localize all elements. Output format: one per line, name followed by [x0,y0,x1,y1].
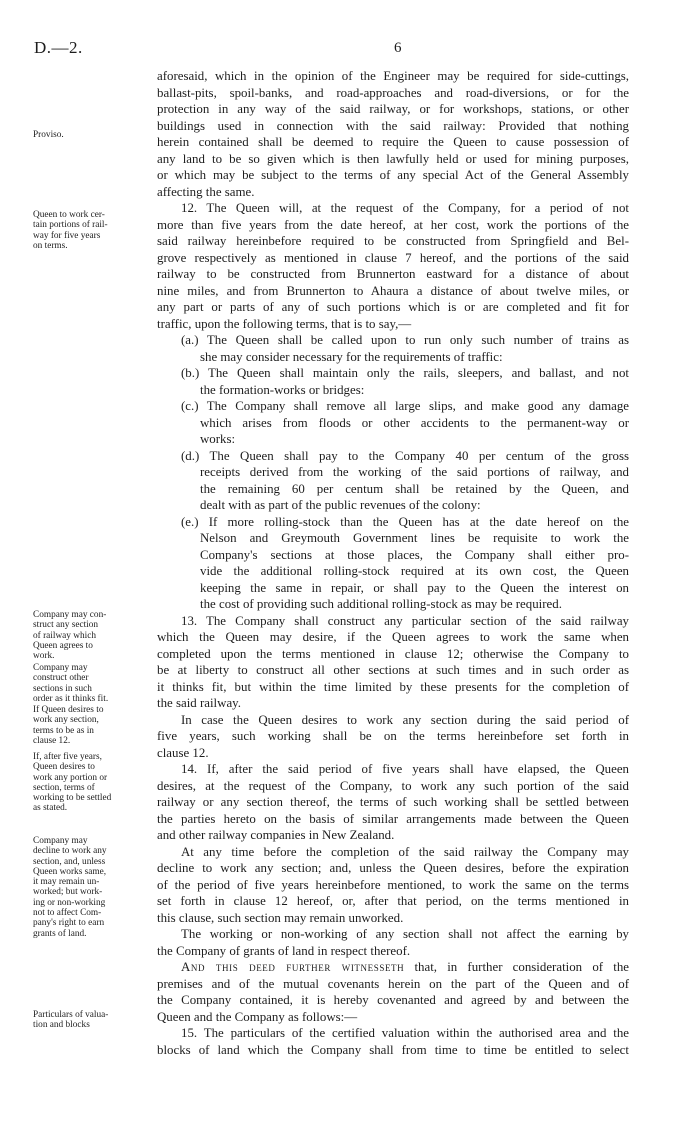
margin-note-line: Company may con- [33,610,107,620]
body-line: five years, such working shall be on the terms hereinbefore set forth in [157,729,629,743]
body-line: completed upon the terms mentioned in clause 12; otherwise the Company to [157,646,629,661]
margin-note-line: section, and, unless [33,856,106,867]
margin-note-proviso [33,130,153,140]
body-line: grove respectively as mentioned in clause 7 hereof, and the portions of the said [157,250,629,265]
body-line: desires, at the request of the Company, to work any such portion of the said [157,778,629,793]
margin-note-clause-13-c [33,705,153,746]
margin-note-line: work any portion or [33,772,108,783]
margin-note-line: If Queen desires to [33,705,104,715]
margin-note-line: ing or non-working [33,897,106,908]
body-line: the formation-works or bridges: [200,382,365,397]
body-line: aforesaid, which in the opinion of the Engineer may be required for side-cuttings, [157,69,629,83]
margin-note-line: Proviso. [33,130,64,140]
margin-note-line: tain portions of rail- [33,220,108,231]
body-line: any part or parts of any of such portions which is or are completed and fit for [157,300,629,314]
body-line: more than five years from the date hereof, at her cost, work the portions of the [157,217,629,232]
body-line: which the Queen may desire, if the Queen agrees to work the same when [157,630,629,644]
page-number: 6 [394,40,402,56]
body-line: affecting the same. [157,184,255,199]
body-line: Nelson and Greymouth Government lines be requisite to work the [200,531,629,545]
body-line: premises and of the mutual covenants herein on the part of the Queen and of [157,976,629,991]
margin-note-line: it may remain un- [33,877,100,888]
margin-note-line: Queen to work cer- [33,210,105,220]
body-line: 15. The particulars of the certified valuation within the authorised area and the [181,1026,629,1040]
margin-note-clause-13-b [33,663,153,704]
margin-note-line: of railway which [33,630,96,641]
body-line: keeping the same in repair, or shall pay to the Queen the interest on [200,580,629,595]
body-line: (e.) If more rolling-stock than the Queen has at the date hereof on the [181,514,629,529]
margin-note-line: worked; but work- [33,887,103,898]
margin-note-line: construct other [33,673,89,684]
body-line: the Company of grants of land in respect thereof. [157,943,411,958]
body-line: ballast-pits, spoil-banks, and road-approaches and road-diversions, or for the [157,85,629,100]
margin-note-line: clause 12. [33,735,71,746]
body-line: this clause, such section may remain unworked. [157,910,404,925]
body-line: In case the Queen desires to work any section during the said period of [181,712,629,727]
body-line: The working or non-working of any section shall not affect the earning by [181,927,629,941]
margin-note-clause-12 [33,210,153,251]
body-line: (b.) The Queen shall maintain only the rails, sleepers, and ballast, and not [181,366,629,380]
margin-note-line: tion and blocks [33,1020,90,1031]
margin-note-clause-14-b [33,836,153,939]
body-line: works: [200,432,236,446]
body-line: 12. The Queen will, at the request of the Company, for a period of not [181,201,629,215]
body-line: and other railway companies in New Zealand. [157,828,395,842]
body-line: or which may be subject to the terms of any special Act of the General Assembly [157,168,629,182]
body-line: Company's sections at those places, the Company shall either pro- [200,547,629,562]
margin-note-line: Company may [33,836,88,846]
margin-note-line: working to be settled [33,793,112,804]
body-line: be at liberty to construct all other sections at such times and in such order as [157,663,629,677]
document-reference: D.—2. [34,38,83,57]
body-line: the Company contained, it is hereby covenanted and agreed by and between the [157,993,629,1007]
body-line: railway or any section thereof, the terms of such working shall be settled between [157,795,629,809]
body-line: any land to be so given which is then lawfully held or used for mining purposes, [157,151,629,166]
margin-note-line: Company may [33,663,88,673]
body-line: (a.) The Queen shall be called upon to run only such number of trains as [181,333,629,347]
margin-note-line: section, terms of [33,782,95,793]
margin-note-clause-13-a [33,610,153,661]
body-line: vide the additional rolling-stock required at its own cost, the Queen [200,564,629,578]
body-line: set forth in clause 12 hereof, or, after that period, on the terms mentioned in [157,894,629,908]
margin-note-line: Queen desires to [33,762,95,773]
body-line: blocks of land which the Company shall from time to time be entitled to select [157,1042,629,1057]
body-line: nine miles, and from Brunnerton to Ahaura a distance of about twelve miles, or [157,283,629,298]
body-line: And this deed further witnesseth that, in further consideration of the [181,960,629,974]
margin-note-line: not to affect Com- [33,908,102,919]
body-line: traffic, upon the following terms, that is to say,— [157,316,412,331]
body-line: (d.) The Queen shall pay to the Company 40 per centum of the gross [181,448,629,463]
body-line: she may consider necessary for the requirements of traffic: [200,349,503,364]
margin-note-clause-14-a [33,752,153,814]
body-line: the cost of providing such additional rolling-stock as may be required. [200,597,562,611]
margin-note-line: work. [33,651,55,662]
margin-note-line: way for five years [33,230,101,241]
margin-note-line: struct any section [33,620,99,631]
body-line: of the period of five years hereinbefore mentioned, to work the same on the terms [157,877,629,892]
body-line: railway to be constructed from Brunnerton eastward for a distance of about [157,267,629,281]
margin-note-line: order as it thinks fit. [33,693,109,704]
body-line: said railway hereinbefore required to be constructed from Springfield and Bel- [157,234,629,248]
body-line: decline to work any section; and, unless the Queen desires, before the expiration [157,861,629,875]
body-line: protection in any way of the said railway, or for workshops, stations, or other [157,102,629,116]
body-line: clause 12. [157,745,209,760]
body-line: At any time before the completion of the said railway the Company may [181,844,629,859]
margin-note-line: pany's right to earn [33,918,105,929]
margin-note-line: Queen agrees to [33,640,93,651]
margin-note-line: on terms. [33,240,68,251]
body-line: Queen and the Company as follows:— [157,1009,358,1024]
margin-note-line: decline to work any [33,846,107,857]
body-line: 13. The Company shall construct any particular section of the said railway [181,613,629,628]
body-line: which arises from floods or other accidents to the permanent-way or [200,415,629,430]
margin-note-line: work any section, [33,715,99,726]
margin-note-line: grants of land. [33,928,87,939]
body-text [157,68,629,1058]
body-line: the remaining 60 per centum shall be retained by the Queen, and [200,481,629,496]
body-line: herein contained shall be deemed to require the Queen to cause possession of [157,135,629,149]
margin-note-line: Particulars of valua- [33,1010,109,1020]
body-line: the parties hereto on the basis of similar arrangements made between the Queen [157,811,629,826]
body-line: buildings used in connection with the said railway: Provided that nothing [157,118,629,133]
margin-note-line: terms to be as in [33,725,94,736]
margin-note-line: sections in such [33,683,92,694]
body-line: it thinks fit, but within the time limited by these presents for the completion of [157,679,629,694]
body-line: the said railway. [157,696,241,710]
body-line: 14. If, after the said period of five years shall have elapsed, the Queen [181,762,629,776]
margin-note-line: If, after five years, [33,752,102,762]
body-line: (c.) The Company shall remove all large slips, and make good any damage [181,399,629,413]
margin-note-line: as stated. [33,803,68,814]
body-line: dealt with as part of the public revenues of the colony: [200,498,481,512]
margin-note-line: Queen works same, [33,866,107,877]
margin-note-clause-15 [33,1010,153,1031]
body-line: receipts derived from the working of the said portions of railway, and [200,465,629,479]
